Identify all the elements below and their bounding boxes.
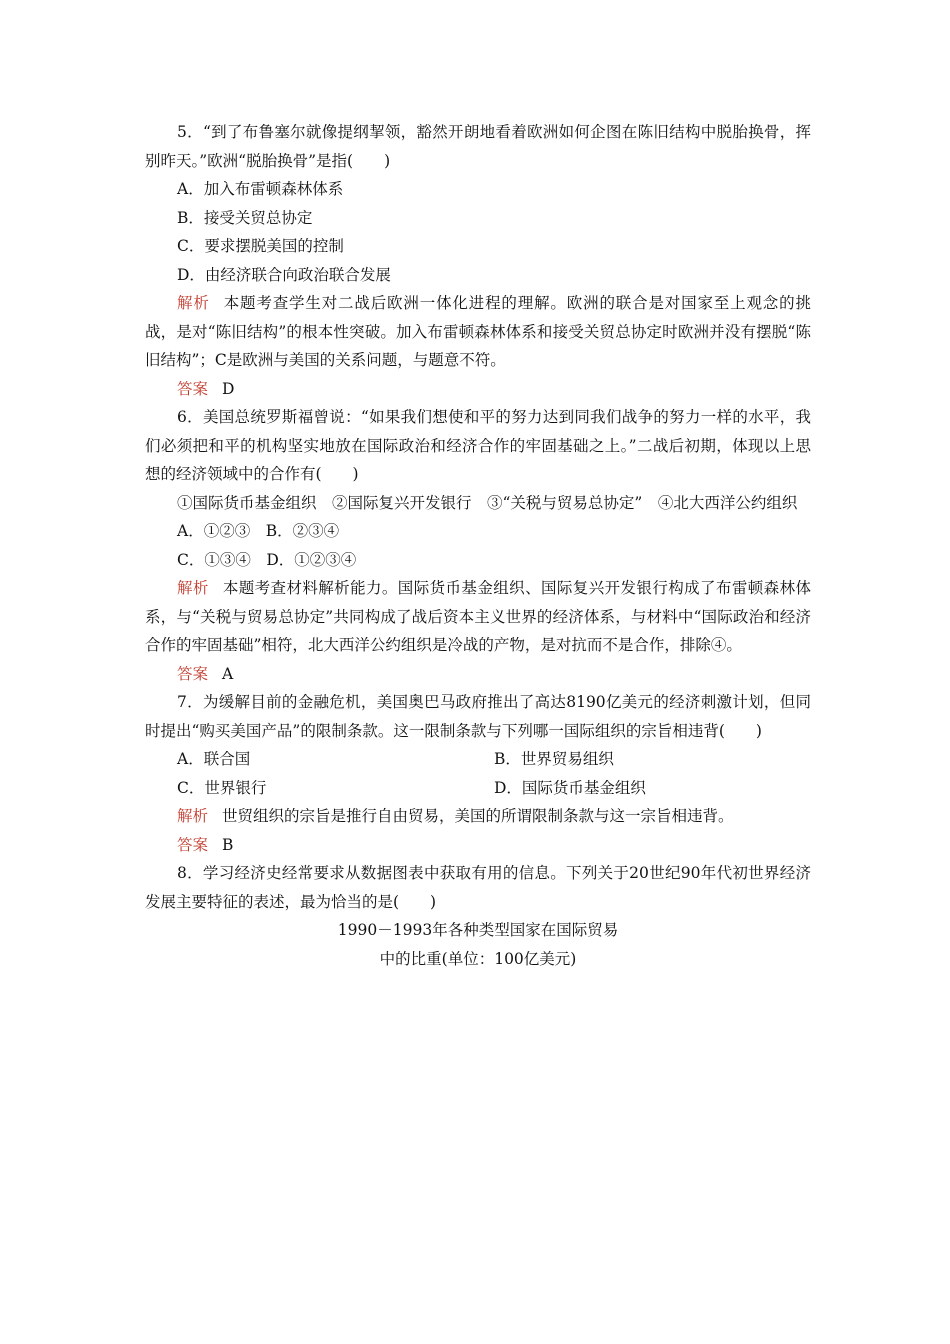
question-7-option-a: A．联合国 [177,750,251,768]
question-7-stem: 7．为缓解目前的金融危机，美国奥巴马政府推出了高达8190亿美元的经济刺激计划，但同时提出“购买美国产品”的限制条款。这一限制条款与下列哪一国际组织的宗旨相违背( ) [145,693,811,740]
answer-label: 答案 [177,379,209,398]
question-5-option-d: D．由经济联合向政治联合发展 [177,265,391,284]
question-5-stem: 5．“到了布鲁塞尔就像提纲挈领，豁然开朗地看着欧洲如何企图在陈旧结构中脱胎换骨，挥别昨天。”欧洲“脱胎换骨”是指( ) [145,123,811,170]
analysis-label: 解析 [177,579,209,597]
question-7-answer-value: B [222,835,234,854]
question-5-analysis-text: 本题考查学生对二战后欧洲一体化进程的理解。欧洲的联合是对国家至上观念的挑战，是对“陈旧结构”的根本性突破。加入布雷顿森林体系和接受关贸总协定时欧洲并没有摆脱“陈旧结构”；C是欧洲与美国的关系问题，与题意不符。 [145,294,811,369]
question-7-answer [145,831,811,860]
question-6-items: ①国际货币基金组织 ②国际复兴开发银行 ③“关税与贸易总协定” ④北大西洋公约组织 [177,493,798,512]
analysis-label: 解析 [177,807,209,825]
question-7-options-row-1 [145,745,811,774]
answer-label: 答案 [177,835,209,854]
answer-label: 答案 [177,664,209,683]
question-6-options-row-1: A．①②③ B．②③④ [177,522,340,540]
question-7-option-d: D．国际货币基金组织 [494,778,646,797]
question-6-stem: 6．美国总统罗斯福曾说：“如果我们想使和平的努力达到同我们战争的努力一样的水平，我们必须把和平的机构坚实地放在国际政治和经济合作的牢固基础之上。”二战后初期，体现以上思想的经济领域中的合作有( ) [145,408,811,483]
question-content [145,118,811,973]
table-caption-line-1: 1990－1993年各种类型国家在国际贸易 [337,921,619,939]
question-7-analysis [145,802,811,831]
table-caption-line-2: 中的比重(单位：100亿美元) [379,949,577,968]
question-7-analysis-text: 世贸组织的宗旨是推行自由贸易，美国的所谓限制条款与这一宗旨相违背。 [222,807,734,825]
question-5-option-a: A．加入布雷顿森林体系 [177,180,344,198]
question-8-stem: 8．学习经济史经常要求从数据图表中获取有用的信息。下列关于20世纪90年代初世界经济发展主要特征的表述，最为恰当的是( ) [145,864,811,911]
question-5-option-b: B．接受关贸总协定 [177,208,313,227]
question-6-answer [145,660,811,689]
analysis-label: 解析 [177,294,210,312]
question-5-answer [145,375,811,404]
question-6-options-row-2: C．①③④ D．①②③④ [177,550,357,569]
question-5-answer-value: D [222,379,235,398]
question-5-option-c: C．要求摆脱美国的控制 [177,237,344,255]
question-6-analysis-text: 本题考查材料解析能力。国际货币基金组织、国际复兴开发银行构成了布雷顿森林体系，与“关税与贸易总协定”共同构成了战后资本主义世界的经济体系，与材料中“国际政治和经济合作的牢固基础”相符，北大西洋公约组织是冷战的产物，是对抗而不是合作，排除④。 [145,579,811,654]
question-7-options-row-2 [145,774,811,803]
question-5-analysis [145,289,811,375]
question-6-answer-value: A [222,664,234,683]
question-7-option-b: B．世界贸易组织 [494,750,614,768]
question-6-analysis [145,574,811,660]
question-7-option-c: C．世界银行 [177,778,267,797]
